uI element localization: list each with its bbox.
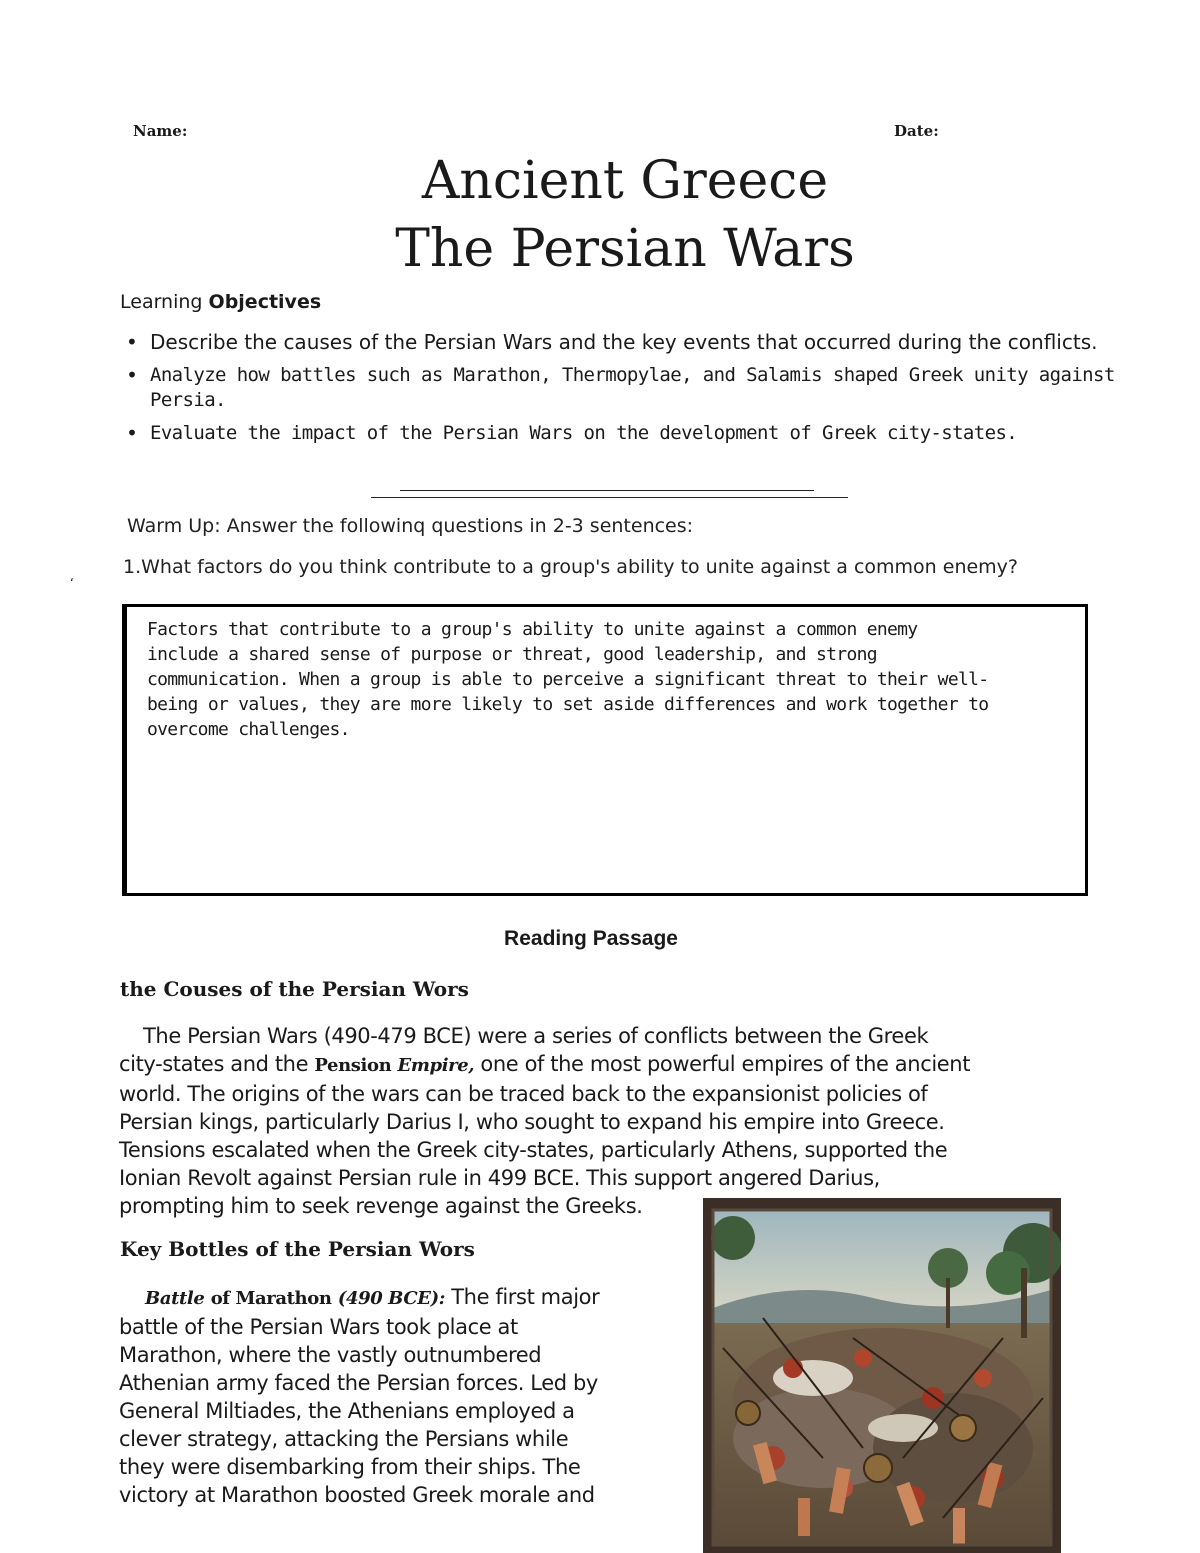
para-line (119, 1283, 679, 1313)
para-line: prompting him to seek revenge against the Greeks. (119, 1194, 643, 1218)
pension-word: Pension (314, 1055, 392, 1076)
battle-painting-image (703, 1198, 1061, 1553)
of-marathon-word: of Marathon (210, 1288, 332, 1309)
para-line: battle of the Persian Wars took place at (119, 1315, 518, 1339)
para-line: Ionian Revolt against Persian rule in 499 BCE. This support angered Darius, (119, 1166, 880, 1190)
objectives-list (118, 330, 1130, 454)
section-title-causes: the Couses of the Persian Wors (120, 977, 469, 1001)
para-line: Marathon, where the vastly outnumbered (119, 1343, 542, 1367)
stray-mark: ‘ (70, 576, 74, 590)
causes-paragraph (119, 1022, 1079, 1220)
objectives-heading-plain: Learning (120, 291, 203, 313)
para-line: Tensions escalated when the Greek city-states, particularly Athens, supported the (119, 1138, 948, 1162)
para-line: Athenian army faced the Persian forces. Led by (119, 1371, 598, 1395)
answer-line: overcome challenges. (147, 719, 350, 740)
answer-text[interactable] (147, 617, 1067, 742)
answer-line: being or values, they are more likely to set aside differences and work together to (147, 694, 989, 715)
para-line: The Persian Wars (490-479 BCE) were a series of conflicts between the Greek (143, 1024, 929, 1048)
para-line: world. The origins of the wars can be traced back to the expansionist policies of (119, 1082, 928, 1106)
answer-line: Factors that contribute to a group's ability to unite against a common enemy (147, 619, 918, 640)
page-subtitle: The Persian Wars (395, 219, 855, 279)
battle-date: (490 BCE): (337, 1288, 445, 1309)
objectives-heading-bold: Objectives (208, 291, 322, 313)
para-text: one of the most powerful empires of the ancient (480, 1052, 971, 1076)
warm-up-question-1: 1.What factors do you think contribute to a group's ability to unite against a common enemy? (123, 556, 1019, 578)
para-line (119, 1050, 1079, 1080)
para-text: city-states and the (119, 1052, 309, 1076)
para-text: The first major (451, 1285, 600, 1309)
name-label: Name: (133, 122, 188, 140)
objectives-heading (120, 291, 321, 313)
objective-item: • Describe the causes of the Persian Wars and the key events that occurred during the conflicts. (150, 330, 1130, 355)
objective-item: • Evaluate the impact of the Persian Wars on the development of Greek city-states. (150, 421, 1130, 446)
para-line: General Miltiades, the Athenians employed a (119, 1399, 575, 1423)
battle-word: Battle (145, 1288, 205, 1309)
page-title: Ancient Greece (421, 151, 829, 211)
divider-rule (371, 497, 848, 498)
answer-box[interactable] (122, 604, 1088, 896)
answer-line: include a shared sense of purpose or threat, good leadership, and strong (147, 644, 877, 665)
divider-rule (400, 490, 814, 491)
para-line: they were disembarking from their ships. The (119, 1455, 581, 1479)
battle-painting-svg (703, 1198, 1061, 1553)
marathon-paragraph (119, 1283, 679, 1509)
section-title-battles: Key Bottles of the Persian Wors (120, 1237, 475, 1261)
para-line: victory at Marathon boosted Greek morale and (119, 1483, 595, 1507)
para-line: Persian kings, particularly Darius I, who sought to expand his empire into Greece. (119, 1110, 945, 1134)
empire-word: Empire, (397, 1055, 475, 1076)
warm-up-instruction: Warm Up: Answer the followinq questions in 2-3 sentences: (127, 515, 694, 537)
answer-line: communication. When a group is able to perceive a significant threat to their well- (147, 669, 989, 690)
para-line: clever strategy, attacking the Persians while (119, 1427, 569, 1451)
reading-heading: Reading Passage (504, 927, 678, 950)
objective-item: • Analyze how battles such as Marathon, Thermopylae, and Salamis shaped Greek unity against Persia. (150, 363, 1130, 413)
date-label: Date: (894, 122, 939, 140)
